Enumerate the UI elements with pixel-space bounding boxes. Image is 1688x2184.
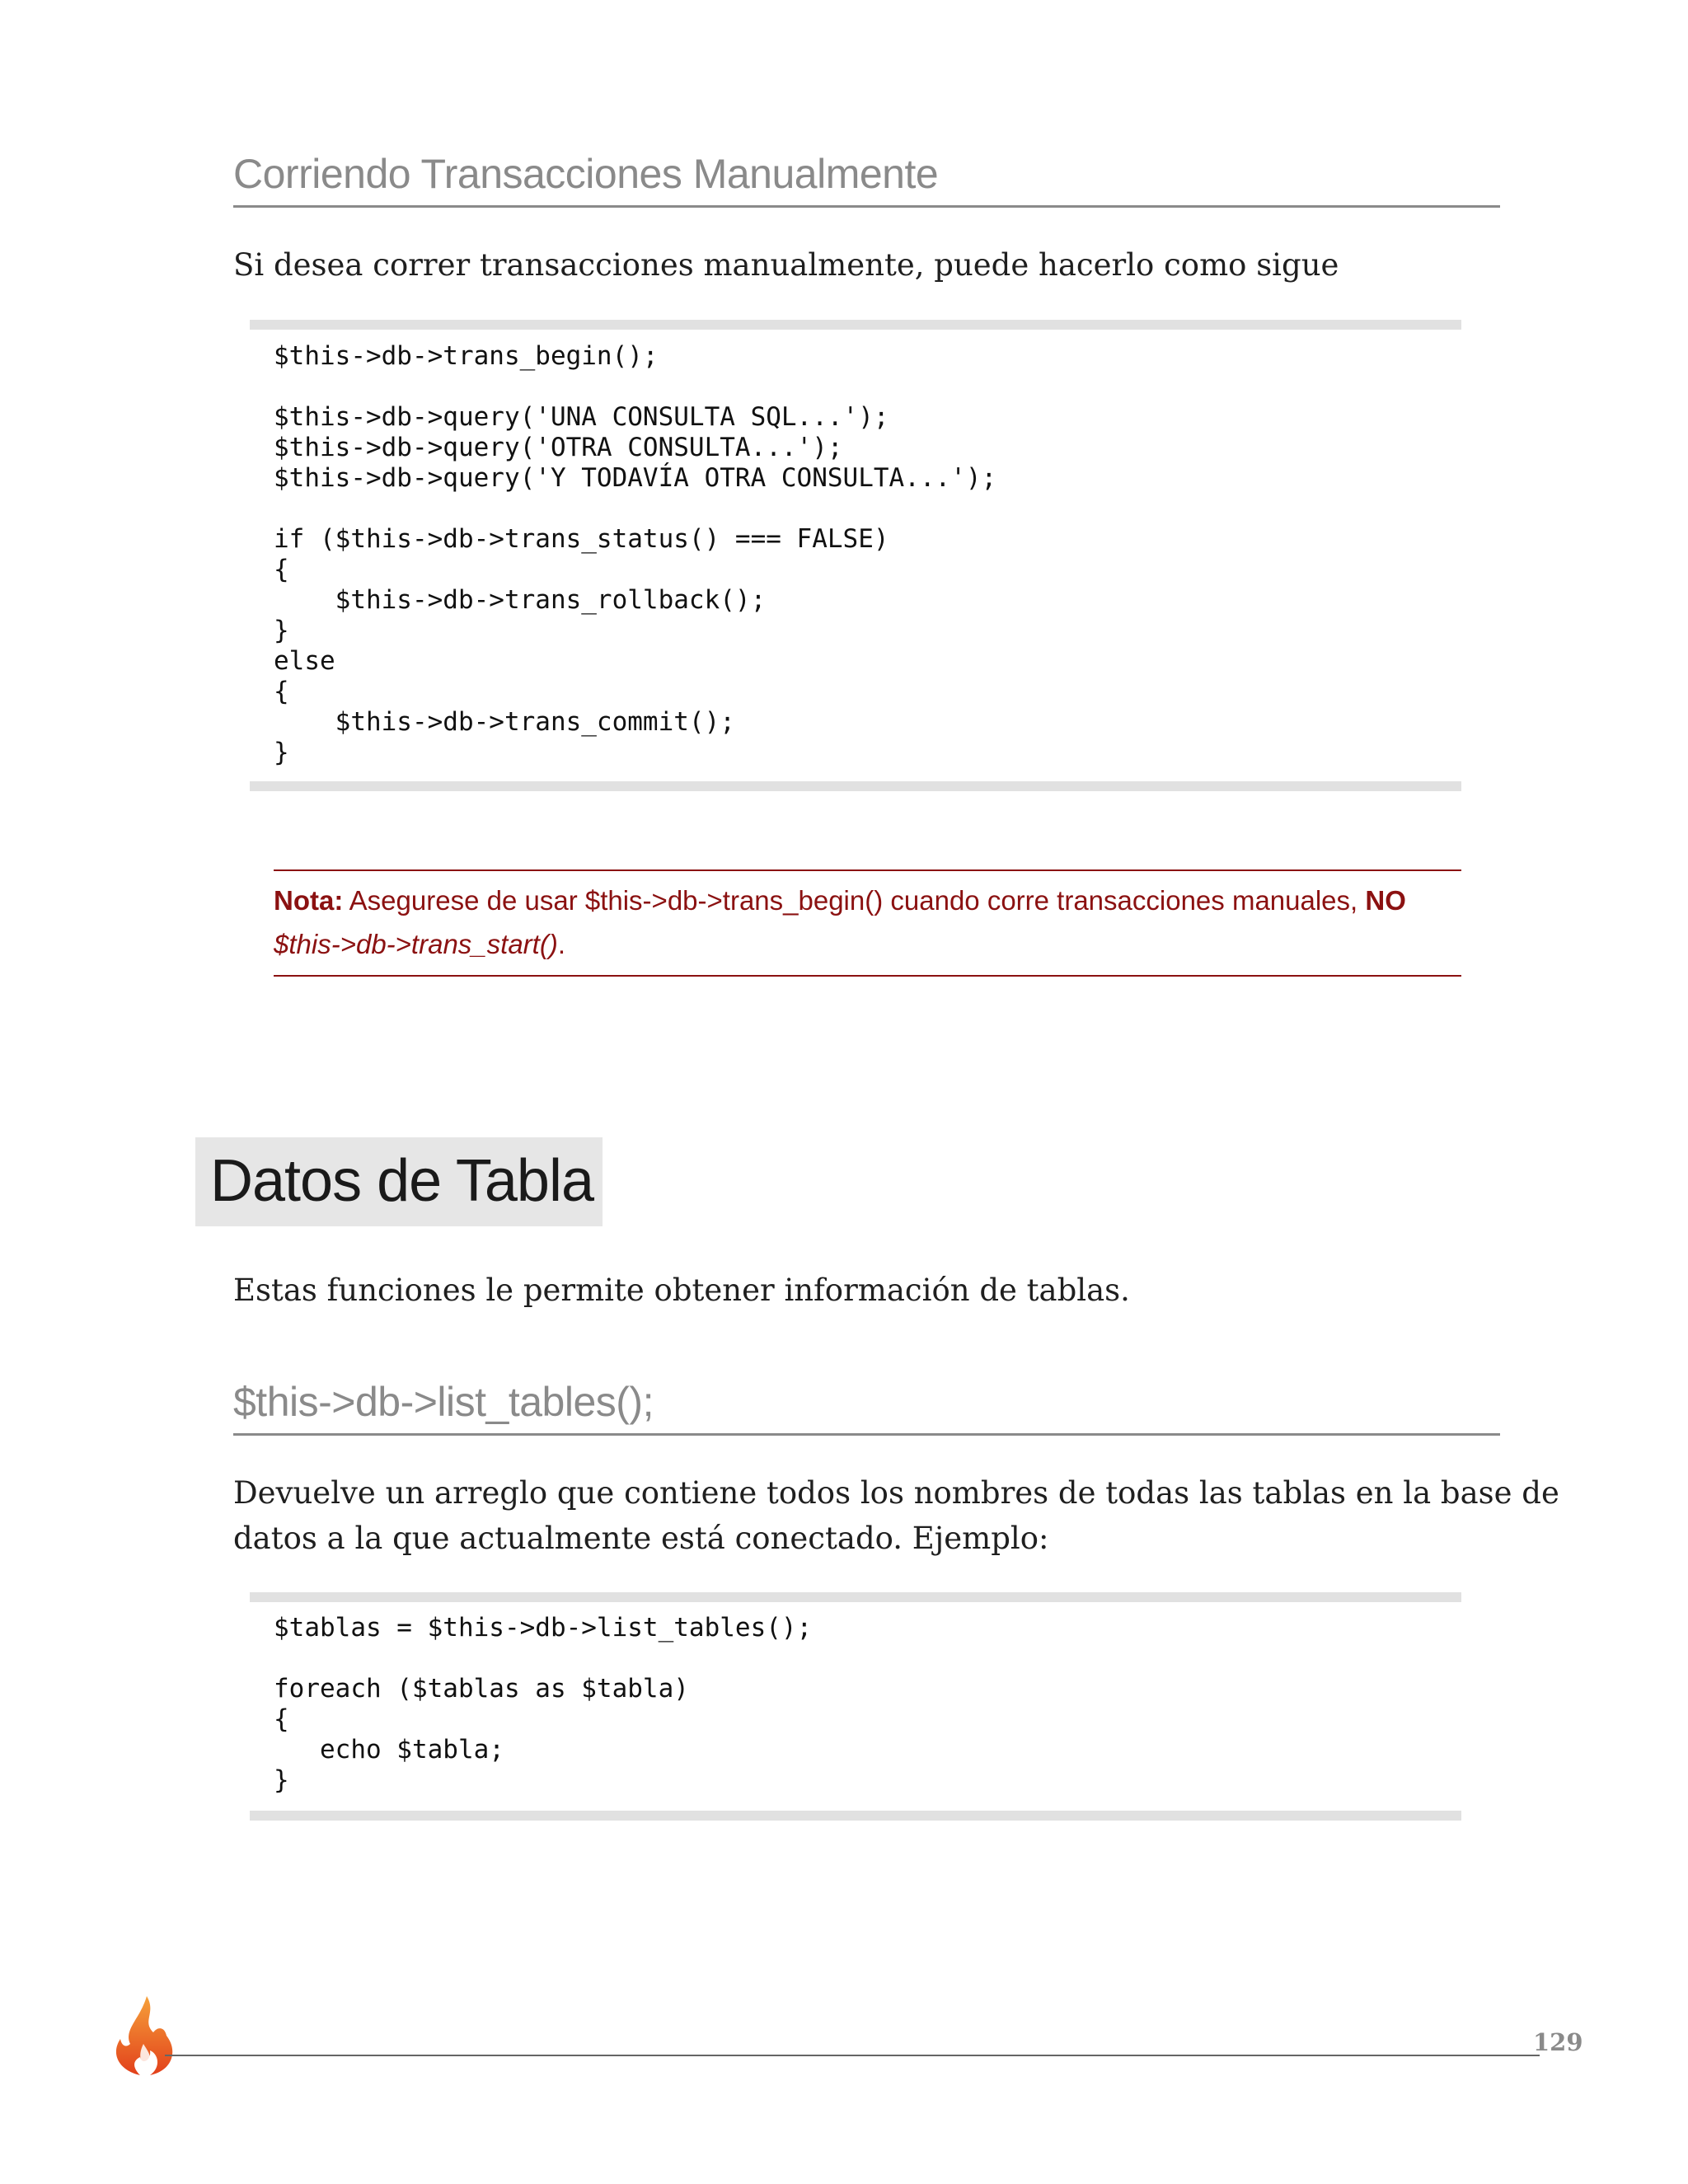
code-block-top-bar (250, 320, 1461, 330)
section-heading-box (195, 1137, 603, 1226)
note-strong: NO (1365, 885, 1406, 916)
section-heading-list-tables: $this->db->list_tables(); (233, 1379, 654, 1425)
code-line: foreach ($tablas as $tabla) (274, 1674, 689, 1704)
code-line: { (274, 677, 289, 706)
code-line: } (274, 616, 289, 645)
code-line: if ($this->db->trans_status() === FALSE) (274, 524, 889, 554)
heading-rule (233, 205, 1500, 208)
note-text: Asegurese de usar $this->db->trans_begin() cuando corre transacciones manuales, (343, 885, 1358, 916)
intro-paragraph: Si desea correr transacciones manualmente, puede hacerlo como sigue (233, 247, 1339, 283)
code-block-list-tables (274, 1613, 812, 1796)
code-block-top-bar (250, 1592, 1461, 1602)
code-line: $this->db->trans_rollback(); (274, 585, 767, 615)
list-tables-desc-line1: Devuelve un arreglo que contiene todos los nombres de todas las tablas en la base de (233, 1475, 1559, 1511)
code-line: $this->db->query('OTRA CONSULTA...'); (274, 433, 843, 462)
note-label: Nota: (274, 885, 344, 916)
table-intro-paragraph: Estas funciones le permite obtener información de tablas. (233, 1272, 1130, 1308)
list-tables-desc-line2: datos a la que actualmente está conectado. Ejemplo: (233, 1521, 1049, 1556)
codeigniter-flame-icon (107, 1994, 181, 2077)
code-block-bottom-bar (250, 781, 1461, 791)
code-line: $this->db->query('UNA CONSULTA SQL...'); (274, 402, 889, 432)
note-box (274, 879, 1461, 966)
code-line: { (274, 1704, 289, 1734)
code-line: } (274, 1765, 289, 1795)
note-italic-function: $this->db->trans_start() (274, 929, 558, 959)
code-block-bottom-bar (250, 1811, 1461, 1821)
code-line: } (274, 738, 289, 767)
section-heading-transactions: Corriendo Transacciones Manualmente (233, 151, 939, 197)
footer-rule (165, 2055, 1540, 2056)
code-line: echo $tabla; (274, 1735, 504, 1765)
note-top-rule (274, 869, 1461, 871)
code-line: else (274, 646, 335, 676)
note-end: . (557, 929, 565, 959)
code-line: $tablas = $this->db->list_tables(); (274, 1613, 813, 1643)
note-bottom-rule (274, 975, 1461, 977)
page-number: 129 (1533, 2028, 1583, 2056)
heading-rule (233, 1433, 1500, 1436)
section-heading-table-data: Datos de Tabla (210, 1148, 594, 1214)
code-block-transactions (274, 341, 996, 768)
code-line: $this->db->query('Y TODAVÍA OTRA CONSULTA...'); (274, 463, 997, 493)
code-line: { (274, 555, 289, 584)
code-line: $this->db->trans_commit(); (274, 707, 735, 737)
code-line: $this->db->trans_begin(); (274, 341, 659, 371)
